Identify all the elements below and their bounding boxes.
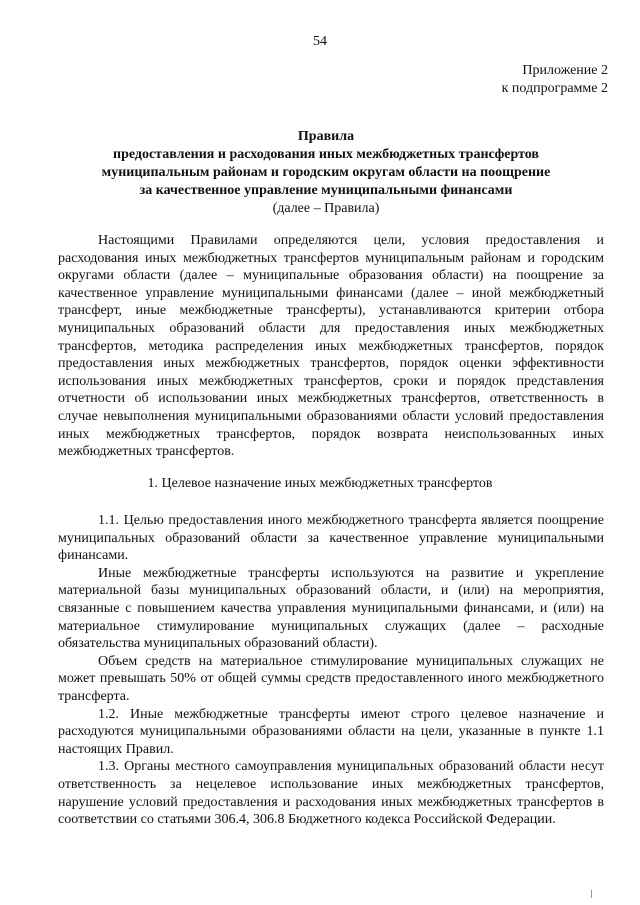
title-line-1: Правила bbox=[297, 129, 355, 144]
paragraph-1-2: 1.2. Иные межбюджетные трансферты имеют строго целевое назначение и расходуются муниципальными образованиями области на цели, указанные в пункте 1.1 настоящих Правил. bbox=[58, 706, 604, 757]
paragraph-1-3: 1.3. Органы местного самоуправления муниципальных образований области несут ответственность за нецелевое использование иных межбюджетных трансфертов, нарушение условий предоставления и расходования иных межбюджетных трансфертов в соответствии со статьями 306.4, 306.8 Бюджетного кодекса Российской Федерации. bbox=[58, 759, 604, 828]
paragraph-1-1: 1.1. Целью предоставления иного межбюджетного трансферта является поощрение муниципальных образований области за качественное управление муниципальными финансами. bbox=[58, 513, 604, 564]
paragraph-1-1-limit: Объем средств на материальное стимулирование муниципальных служащих не может превышать 50% от общей суммы средств предоставленного иного межбюджетного трансферта. bbox=[58, 653, 604, 704]
document-title bbox=[56, 128, 596, 218]
paragraph-1-1-usage: Иные межбюджетные трансферты используются на развитие и укрепление материальной базы муниципальных образований области, и (или) на мероприятия, связанные с повышением качества управления муниципальными финансами, и (или) на материальное стимулирование муниципальных служащих (далее – расходные обязательства муниципальных образований области). bbox=[58, 565, 604, 652]
scan-mark bbox=[591, 890, 592, 898]
section-1-body bbox=[58, 512, 604, 829]
section-1-heading: 1. Целевое назначение иных межбюджетных трансфертов bbox=[147, 476, 493, 491]
intro-paragraph: Настоящими Правилами определяются цели, условия предоставления и расходования иных межбюджетных трансфертов муниципальным районам и городским округами области (далее – муниципальные образования области) на поощрение за качественное управление муниципальными финансами (далее – иной межбюджетный трансферт, иные межбюджетные трансферты), устанавливаются критерии отбора муниципальных образований области для предоставления иных межбюджетных трансфертов, методика распределения иных межбюджетных трансфертов, порядок предоставления иных межбюджетных трансфертов, порядок оценки эффективности использования иных межбюджетных трансфертов, сроки и порядок представления отчетности об использовании иных межбюджетных трансфертов, ответственность в случае невыполнения муниципальными образованиями области условий предоставления иных межбюджетных трансфертов, порядок возврата неиспользованных иных межбюджетных трансфертов. bbox=[58, 233, 604, 460]
intro-section bbox=[58, 232, 604, 461]
title-line-3: муниципальным районам и городским округам области на поощрение bbox=[101, 165, 551, 180]
title-line-4: за качественное управление муниципальными финансами bbox=[139, 183, 513, 198]
page-number: 54 bbox=[313, 34, 327, 49]
title-line-2: предоставления и расходования иных межбюджетных трансфертов bbox=[113, 147, 539, 162]
appendix-line-1: Приложение 2 bbox=[522, 63, 608, 78]
title-line-5: (далее – Правила) bbox=[272, 201, 380, 216]
appendix-line-2: к подпрограмме 2 bbox=[501, 81, 608, 96]
appendix-reference bbox=[502, 62, 608, 98]
